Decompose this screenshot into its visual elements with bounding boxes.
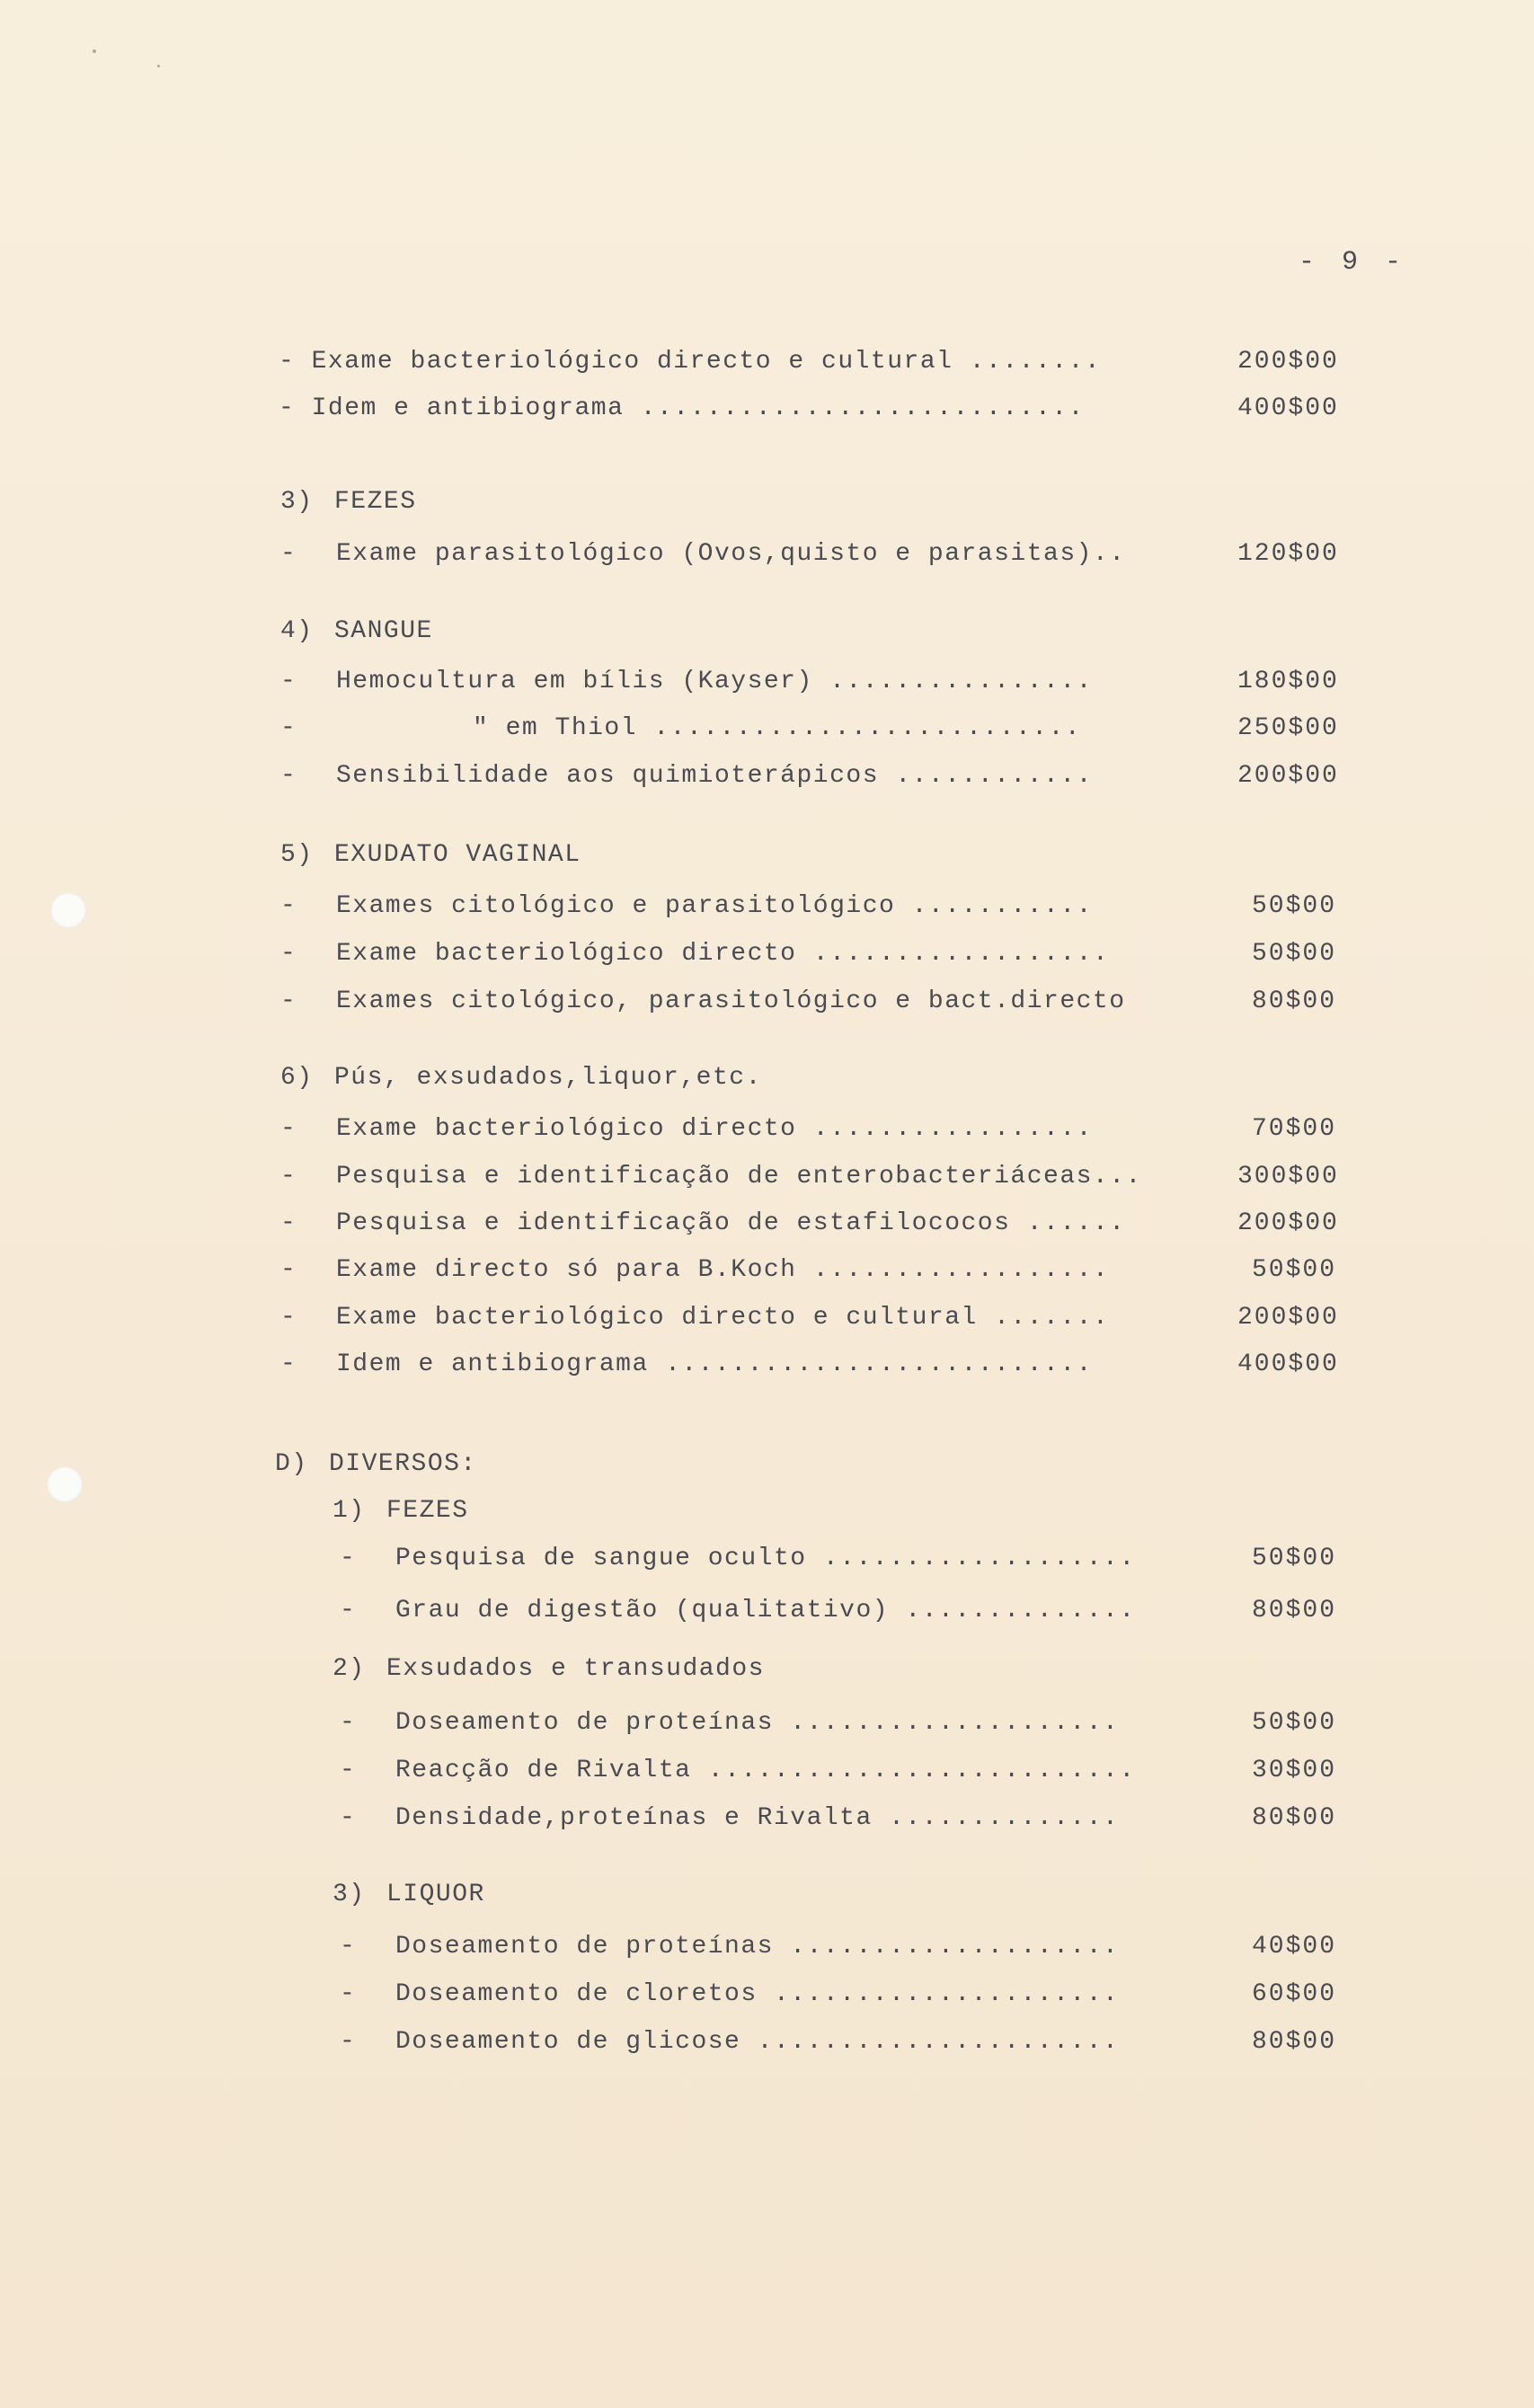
- item-leader: ................: [829, 668, 1093, 695]
- list-item: [280, 1162, 1142, 1192]
- item-price: 50$00: [1252, 940, 1337, 968]
- item-desc: Exame directo só para B.Koch: [336, 1256, 797, 1284]
- section-heading-exudato: [280, 840, 581, 871]
- item-desc: Doseamento de proteínas: [395, 1933, 774, 1961]
- item-leader: ..........................: [653, 714, 1082, 742]
- item-price: 200$00: [1237, 762, 1339, 790]
- item-desc: " em Thiol: [473, 714, 638, 742]
- item-price: 50$00: [1252, 1256, 1337, 1284]
- item-leader: ...........................: [640, 394, 1085, 422]
- section-title: DIVERSOS:: [329, 1450, 477, 1478]
- section-heading-diversos: [275, 1449, 477, 1480]
- item-leader: ........: [969, 348, 1102, 376]
- item-dash: -: [279, 348, 296, 376]
- item-dash: -: [280, 1256, 297, 1284]
- item-desc: Reacção de Rivalta: [395, 1757, 692, 1784]
- list-item: [280, 1255, 1109, 1286]
- item-leader: ..................: [812, 1256, 1110, 1284]
- list-item: [340, 1708, 1119, 1739]
- subsection-title: Exsudados e transudados: [386, 1655, 765, 1683]
- item-desc: Exame bacteriológico directo e cultural: [311, 348, 953, 376]
- item-desc: Idem e antibiograma: [311, 394, 625, 422]
- list-item: [279, 394, 1085, 424]
- item-leader: .....................: [773, 1980, 1120, 2008]
- section-heading-fezes: [280, 487, 417, 518]
- list-item: [280, 1303, 1109, 1333]
- item-price: 30$00: [1252, 1757, 1337, 1784]
- item-leader: ..............: [905, 1597, 1136, 1625]
- item-dash: -: [279, 394, 296, 422]
- subsection-title: FEZES: [386, 1497, 469, 1525]
- item-leader: ............: [895, 762, 1093, 790]
- item-price: 250$00: [1237, 714, 1339, 742]
- item-desc: Pesquisa de sangue oculto: [395, 1545, 807, 1572]
- item-price: 50$00: [1252, 1709, 1337, 1737]
- item-leader: ..........................: [665, 1350, 1093, 1378]
- item-leader: ....................: [790, 1933, 1120, 1961]
- list-item: [279, 347, 1101, 377]
- list-item: [280, 539, 1126, 570]
- item-desc: Pesquisa e identificação de estafilococos: [336, 1209, 1011, 1237]
- item-dash: -: [280, 940, 297, 968]
- item-price: 120$00: [1237, 540, 1339, 568]
- section-number: 5): [280, 841, 314, 869]
- list-item: [340, 2027, 1119, 2058]
- item-desc: Grau de digestão (qualitativo): [395, 1597, 890, 1625]
- list-item: [280, 891, 1093, 922]
- item-desc: Idem e antibiograma: [336, 1350, 649, 1378]
- item-leader: ..........................: [707, 1757, 1136, 1784]
- section-title: SANGUE: [334, 617, 433, 645]
- item-desc: Exames citológico e parasitológico: [336, 892, 896, 920]
- section-number: 6): [280, 1064, 314, 1092]
- subsection-number: 3): [333, 1881, 366, 1908]
- subsection-heading-fezes: [333, 1496, 469, 1527]
- item-dash: -: [280, 1304, 297, 1332]
- list-item: [340, 1979, 1119, 2010]
- item-dash: -: [340, 1757, 357, 1784]
- list-item: [340, 1544, 1136, 1574]
- item-price: 70$00: [1252, 1115, 1337, 1143]
- item-dash: -: [280, 540, 297, 568]
- item-price: 50$00: [1252, 1545, 1337, 1572]
- list-item: [280, 987, 1126, 1017]
- list-item: [280, 1350, 1093, 1380]
- item-dash: -: [340, 1804, 357, 1832]
- subsection-number: 2): [333, 1655, 366, 1683]
- item-price: 80$00: [1252, 2028, 1337, 2056]
- list-item: [280, 1114, 1093, 1145]
- list-item: [280, 761, 1093, 792]
- paper-speck: [157, 65, 160, 67]
- list-item: [280, 1208, 1126, 1239]
- item-desc: Exame bacteriológico directo: [336, 940, 797, 968]
- item-leader: ..................: [812, 940, 1110, 968]
- list-item: [340, 1932, 1119, 1962]
- item-desc: Densidade,proteínas e Rivalta: [395, 1804, 873, 1832]
- item-dash: -: [340, 1980, 357, 2008]
- section-heading-sangue: [280, 616, 433, 647]
- item-price: 80$00: [1252, 1804, 1337, 1832]
- item-leader: .................: [812, 1115, 1093, 1143]
- punch-hole-bottom: [47, 1466, 83, 1502]
- item-dash: -: [280, 1115, 297, 1143]
- item-price: 200$00: [1237, 348, 1339, 376]
- section-number: 3): [280, 488, 314, 516]
- item-desc: Doseamento de proteínas: [395, 1709, 774, 1737]
- punch-hole-top: [50, 892, 86, 928]
- item-desc: Exame parasitológico (Ovos,quisto e parasitas)..: [336, 540, 1126, 568]
- list-item: [340, 1756, 1136, 1786]
- item-price: 50$00: [1252, 892, 1337, 920]
- item-leader: .......: [994, 1304, 1110, 1332]
- item-leader: ......: [1026, 1209, 1126, 1237]
- item-desc: Doseamento de cloretos: [395, 1980, 758, 2008]
- item-dash: -: [340, 1545, 357, 1572]
- subsection-number: 1): [333, 1497, 366, 1525]
- item-desc: Exame bacteriológico directo e cultural: [336, 1304, 978, 1332]
- item-dash: -: [280, 762, 297, 790]
- item-price: 200$00: [1237, 1304, 1339, 1332]
- item-leader: ...........: [911, 892, 1093, 920]
- list-item: [340, 1803, 1119, 1834]
- section-title: FEZES: [334, 488, 417, 516]
- item-dash: -: [280, 987, 297, 1015]
- item-price: 300$00: [1237, 1163, 1339, 1191]
- list-item: [280, 713, 1081, 744]
- item-price: 80$00: [1252, 1597, 1337, 1625]
- subsection-heading-liquor: [333, 1880, 485, 1910]
- item-price: 80$00: [1252, 987, 1337, 1015]
- item-desc: Hemocultura em bílis (Kayser): [336, 668, 813, 695]
- item-dash: -: [280, 1163, 297, 1191]
- item-leader: ..............: [889, 1804, 1120, 1832]
- list-item: [280, 939, 1109, 969]
- item-price: 200$00: [1237, 1209, 1339, 1237]
- section-number: D): [275, 1450, 308, 1478]
- list-item: [340, 1596, 1136, 1626]
- item-desc: Sensibilidade aos quimioterápicos: [336, 762, 879, 790]
- item-dash: -: [340, 1597, 357, 1625]
- item-leader: ......................: [757, 2028, 1120, 2056]
- item-dash: -: [280, 892, 297, 920]
- paper-speck: [93, 49, 96, 53]
- item-price: 400$00: [1237, 394, 1339, 422]
- section-number: 4): [280, 617, 314, 645]
- item-price: 180$00: [1237, 668, 1339, 695]
- subsection-heading-exsudados: [333, 1654, 765, 1685]
- item-leader: ....................: [790, 1709, 1120, 1737]
- item-price: 40$00: [1252, 1933, 1337, 1961]
- item-leader: ...................: [822, 1545, 1136, 1572]
- item-dash: -: [280, 668, 297, 695]
- item-dash: -: [280, 1350, 297, 1378]
- item-desc: Exames citológico, parasitológico e bact.directo: [336, 987, 1126, 1015]
- section-heading-pus: [280, 1063, 762, 1093]
- item-dash: -: [340, 2028, 357, 2056]
- item-dash: -: [340, 1933, 357, 1961]
- item-price: 60$00: [1252, 1980, 1337, 2008]
- item-desc: Pesquisa e identificação de enterobacteriáceas...: [336, 1163, 1142, 1191]
- item-dash: -: [280, 1209, 297, 1237]
- section-title: EXUDATO VAGINAL: [334, 841, 581, 869]
- list-item: [280, 667, 1093, 697]
- subsection-title: LIQUOR: [386, 1881, 485, 1908]
- section-title: Pús, exsudados,liquor,etc.: [334, 1064, 762, 1092]
- item-desc: Exame bacteriológico directo: [336, 1115, 797, 1143]
- item-dash: -: [340, 1709, 357, 1737]
- item-dash: -: [280, 714, 297, 742]
- item-desc: Doseamento de glicose: [395, 2028, 741, 2056]
- item-price: 400$00: [1237, 1350, 1339, 1378]
- page-number: - 9 -: [1299, 247, 1407, 278]
